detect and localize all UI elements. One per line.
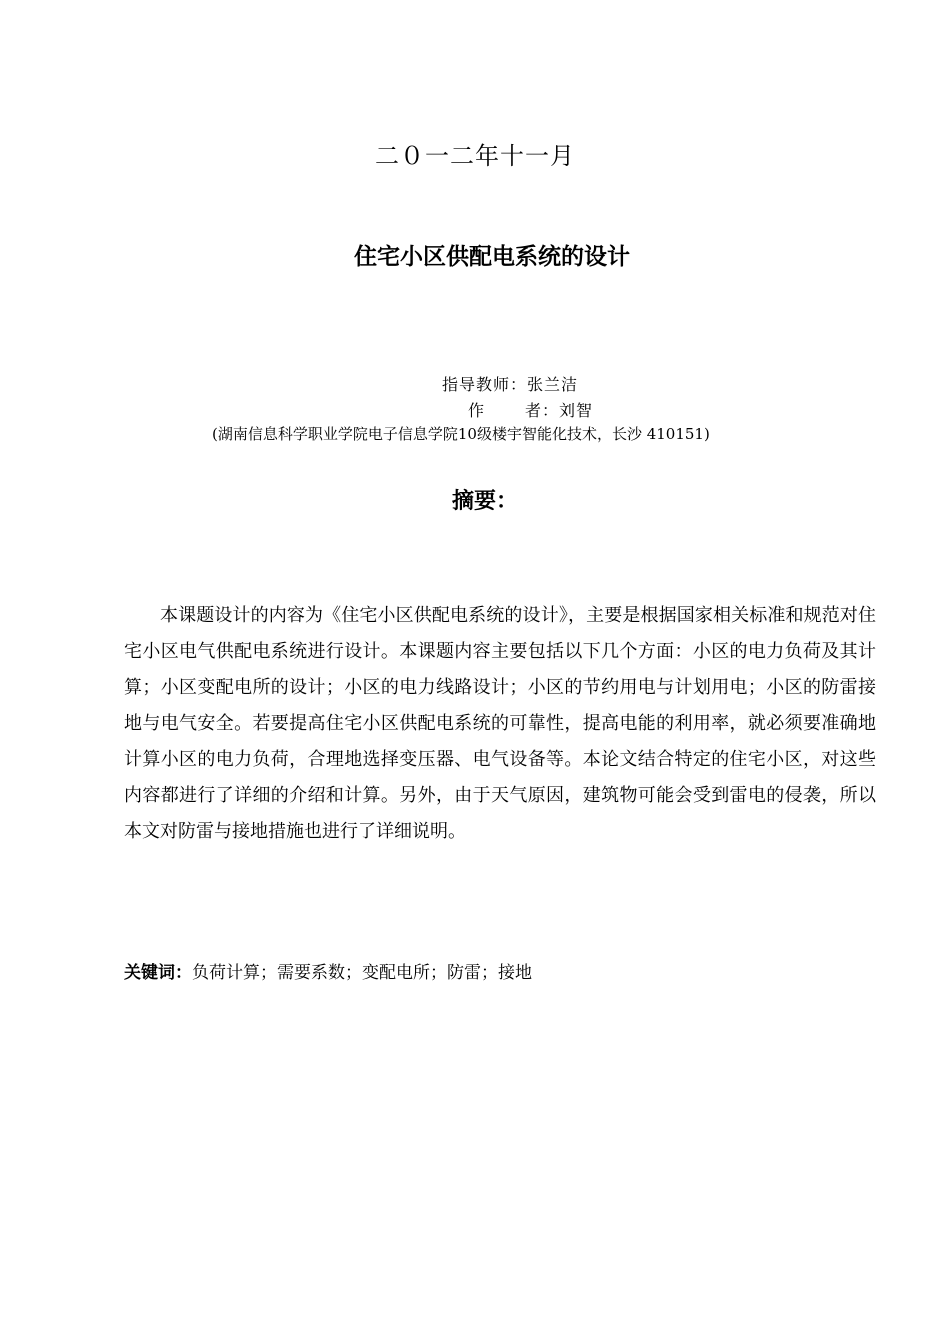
author-name: 刘智 [559,401,594,420]
author-label-b: 者： [525,401,560,420]
abstract-heading: 摘要： [452,489,519,514]
paper-title: 住宅小区供配电系统的设计 [354,244,630,270]
keywords-line [124,958,532,983]
advisor-label: 指导教师： [442,375,528,394]
author-label-a: 作 [468,401,486,420]
advisor-name: 张兰洁 [527,375,579,394]
affiliation-line: (湖南信息科学职业学院电子信息学院10级楼宇智能化技术，长沙 410151) [212,425,710,443]
keywords-label: 关键词： [124,963,192,983]
date-line: 二０一二年十一月 [375,142,575,170]
advisor-line [442,372,578,395]
keywords-text: 负荷计算；需要系数；变配电所；防雷；接地 [192,963,532,983]
author-line [468,398,593,421]
abstract-body: 本课题设计的内容为《住宅小区供配电系统的设计》，主要是根据国家相关标准和规范对住宅小区电气供配电系统进行设计。本课题内容主要包括以下几个方面：小区的电力负荷及其计算；小区变配电所的设计；小区的电力线路设计；小区的节约用电与计划用电；小区的防雷接地与电气安全。若要提高住宅小区供配电系统的可靠性，提高电能的利用率，就必须要准确地计算小区的电力负荷，合理地选择变压器、电气设备等。本论文结合特定的住宅小区，对这些内容都进行了详细的介绍和计算。另外，由于天气原因，建筑物可能会受到雷电的侵袭，所以本文对防雷与接地措施也进行了详细说明。 [124,605,876,842]
